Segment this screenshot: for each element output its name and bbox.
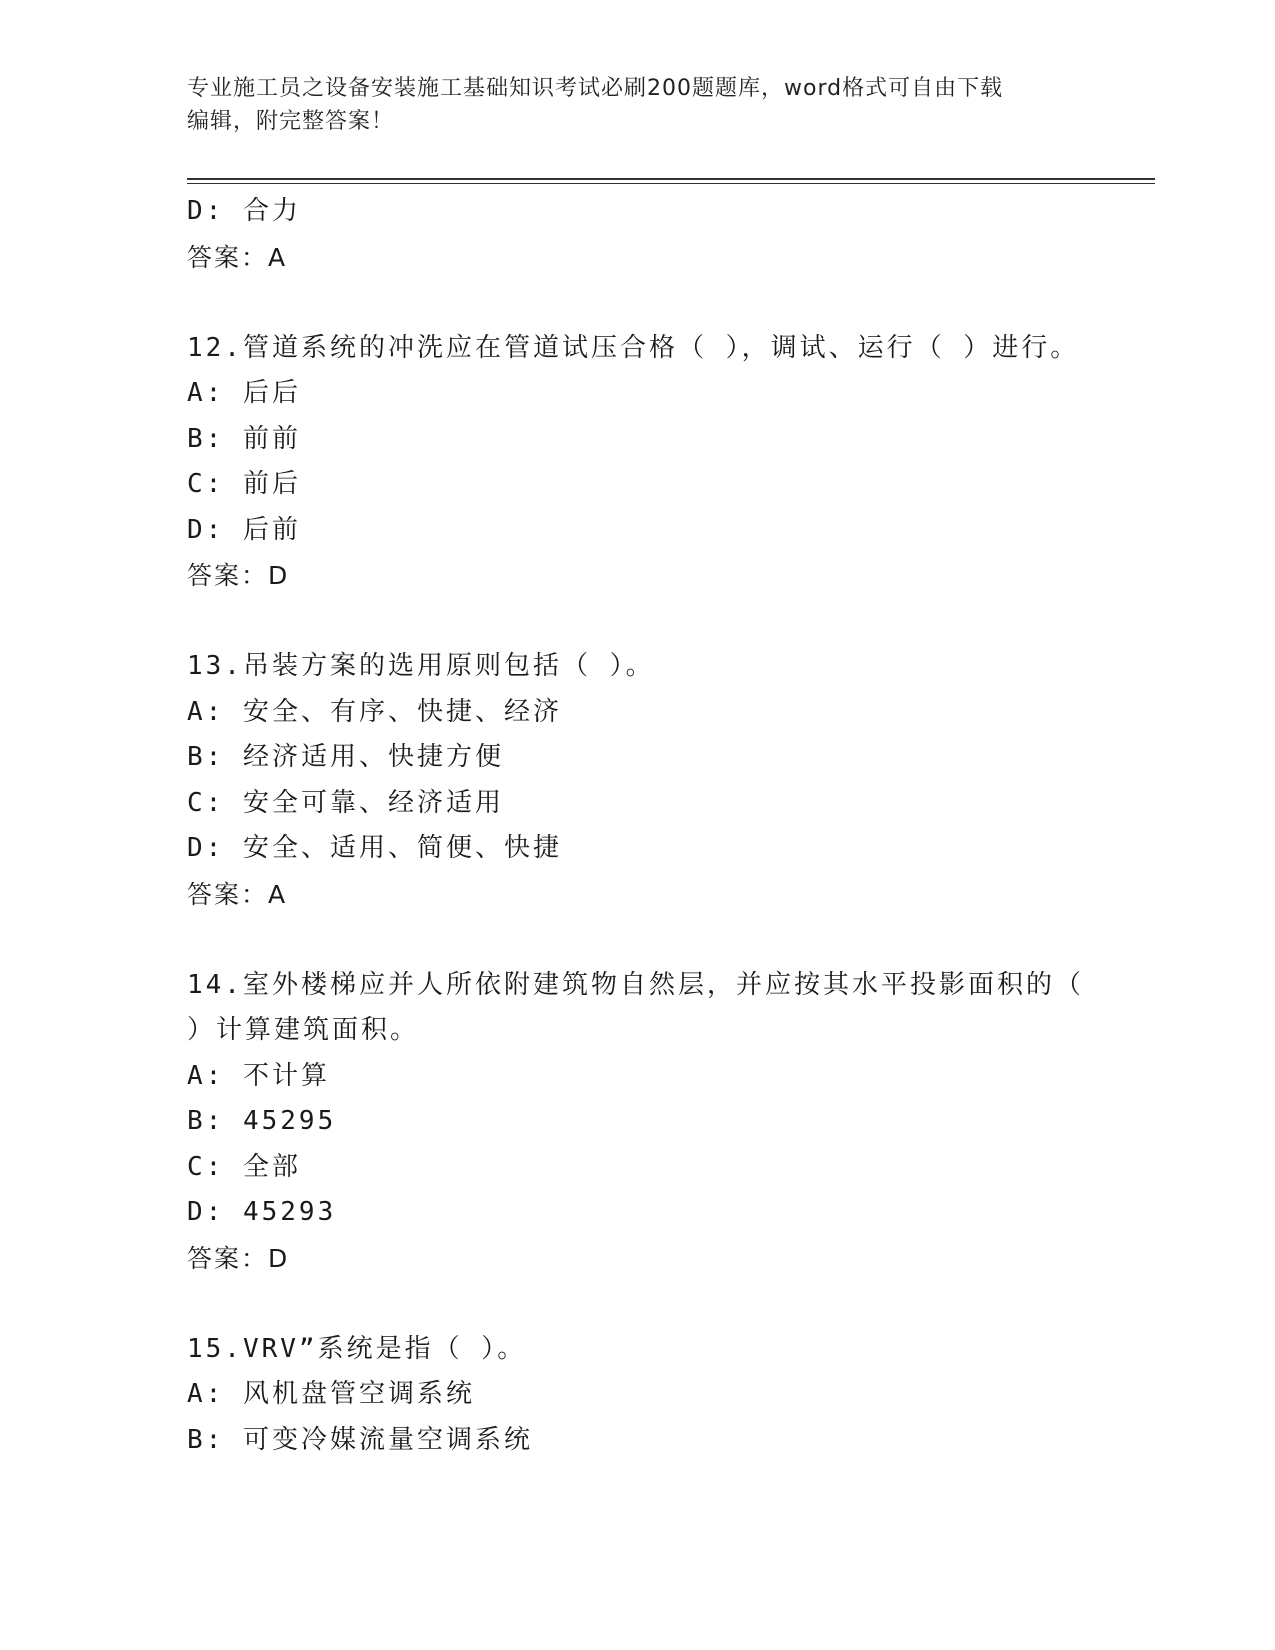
q11-answer: 答案：A <box>187 242 288 272</box>
spacer <box>187 599 1087 645</box>
question-12 <box>187 326 1087 599</box>
q15-option-b: B: 可变冷媒流量空调系统 <box>187 1424 533 1455</box>
q12-option-c: C: 前后 <box>187 469 301 499</box>
q14-stem-line-2: ）计算建筑面积。 <box>187 1015 420 1045</box>
header-title-line-2: 编辑，附完整答案！ <box>187 109 395 134</box>
question-list <box>187 189 1087 1463</box>
q15-stem: 15.VRV”系统是指（ ）。 <box>187 1333 527 1364</box>
question-14 <box>187 963 1087 1282</box>
header-divider-thick <box>187 178 1155 180</box>
q13-option-b: B: 经济适用、快捷方便 <box>187 742 504 772</box>
q12-option-b: B: 前前 <box>187 423 301 454</box>
question-13 <box>187 644 1087 917</box>
q14-option-c: C: 全部 <box>187 1151 301 1182</box>
q13-option-c: C: 安全可靠、经济适用 <box>187 787 504 818</box>
q11-option-d: D: 合力 <box>187 196 301 226</box>
q14-option-a: A: 不计算 <box>187 1060 330 1091</box>
q15-option-a: A: 风机盘管空调系统 <box>187 1379 475 1409</box>
q12-option-d: D: 后前 <box>187 514 301 545</box>
spacer <box>187 280 1087 326</box>
q14-option-d: D: 45293 <box>187 1197 337 1227</box>
q14-option-b: B: 45295 <box>187 1106 337 1136</box>
spacer <box>187 917 1087 963</box>
question-15 <box>187 1327 1087 1464</box>
q12-stem: 12.管道系统的冲洗应在管道试压合格（ ），调试、运行（ ）进行。 <box>187 332 1080 363</box>
question-11 <box>187 189 1087 280</box>
q13-answer: 答案：A <box>187 879 288 909</box>
q13-option-a: A: 安全、有序、快捷、经济 <box>187 696 562 727</box>
header-title-line-1: 专业施工员之设备安装施工基础知识考试必刷200题题库，word格式可自由下载 <box>187 76 1004 101</box>
q12-option-a: A: 后后 <box>187 378 301 408</box>
q14-stem-line-1: 14.室外楼梯应并人所依附建筑物自然层，并应按其水平投影面积的（ <box>187 969 1084 1000</box>
document-header <box>187 72 1067 138</box>
header-divider-thin <box>187 183 1155 184</box>
spacer <box>187 1281 1087 1327</box>
q13-option-d: D: 安全、适用、简便、快捷 <box>187 833 562 863</box>
q14-answer: 答案：D <box>187 1243 290 1273</box>
q12-answer: 答案：D <box>187 561 290 590</box>
q13-stem: 13.吊装方案的选用原则包括（ ）。 <box>187 651 655 681</box>
